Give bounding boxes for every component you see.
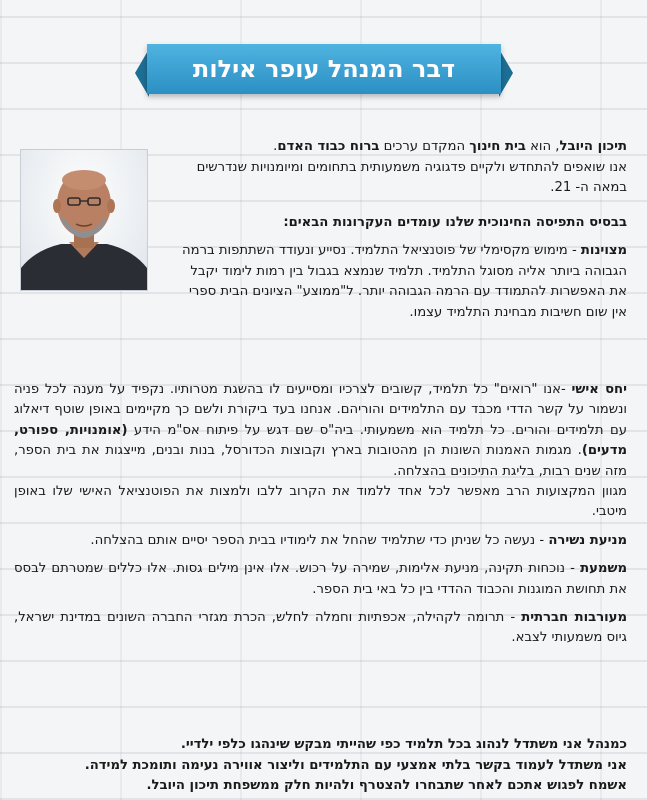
- principal-portrait-image: [21, 150, 147, 290]
- closing-line: אני משתדל לעמוד בקשר בלתי אמצעי עם התלמידים וליצור אווירה נעימה ותומכת למידה.: [84, 757, 627, 773]
- principle-term: מעורבות חברתית: [521, 610, 627, 626]
- principles-section: [14, 380, 627, 649]
- principle-term: משמעת: [580, 561, 627, 577]
- principal-photo: [20, 149, 148, 291]
- school-name: תיכון היובל: [559, 139, 627, 154]
- intro-paragraph: תיכון היובל, הוא בית חינוך המקדם ערכים ברוח כבוד האדם. אנו שואפים להתחדש ולקיים פדגוגיה משמעותית בתחומים ומיומנויות שנדרשים במאה ה- 21.: [196, 139, 627, 195]
- closing-line: כמנהל אני משתדל לנהוג בכל תלמיד כפי שהייתי מבקש שינהגו כלפי ילדיי.: [180, 737, 627, 752]
- page-title: דבר המנהל עופר אילות: [192, 55, 456, 83]
- banner-fold-right: [499, 49, 513, 97]
- closing-line: אשמח לפגוש אתכם לאחר שתבחרו להצטרף ולהיות חלק ממשפחת תיכון היובל.: [146, 778, 627, 793]
- principle-term: יחס אישי: [571, 382, 628, 397]
- principle-excellence: [175, 241, 627, 323]
- closing-section: [14, 735, 627, 797]
- intro-column: [175, 137, 627, 323]
- principle-discipline: משמעת - נוכחות תקינה, מניעת אלימות, שמירה על רכוש. אלו אינן מילים גסות. אלו כללים שמטרתם לבסס את תחושת המוגנות והכבוד ההדדי בין כל באי בית הספר.: [14, 561, 627, 597]
- banner-ribbon: [147, 44, 501, 94]
- principle-term: מניעת נשירה: [548, 532, 627, 548]
- title-banner: [135, 38, 513, 100]
- principle-personal-attention-extra: מגוון המקצועות הרב מאפשר לכל אחד ללמוד את הקרוב ללבו ולמצות את הפוטנציאל האישי שלו באופן מיטבי.: [14, 484, 627, 520]
- principle-dropout-prevention: מניעת נשירה - נעשה כל שניתן כדי שתלמיד שהחל את לימודיו בבית הספר יסיים אותם בהצלחה.: [90, 532, 627, 548]
- principle-social-involvement: מעורבות חברתית - תרומה לקהילה, אכפתיות וחמלה לחלש, הכרת מגזרי החברה השונים במדינת ישראל, גיוס משמעותי לצבא.: [14, 610, 627, 646]
- intro-line-2: אנו שואפים להתחדש ולקיים פדגוגיה משמעותית בתחומים ומיומנויות שנדרשים במאה ה- 21.: [196, 159, 627, 195]
- principle-term: מצוינות: [580, 243, 627, 258]
- principle-personal-attention: יחס אישי -אנו "רואים" כל תלמיד, קשובים לצרכיו ומסייעים לו בהשגת מטרותיו. נקפיד על מענה לכל פניה ונשמור על קשר הדדי מכבד עם התלמידים והוריהם. אנחנו בעד ביקורת ולשם כך מקיימים באופן שוטף דיאלוג עם תלמידים והורים. כל תלמיד הוא משמעותי. ביה"ס שם דגש על פיתוח אס"מ הידע (אומנויות, ספורט, מדעים). מגמות האמנות השונות הן מהטובות בארץ וקבוצות הכדורסל, בנות ובנים, מייצגות את בית הספר, מזה שנים רבות, בליגת התיכונים בהצלחה.: [14, 382, 628, 479]
- principles-heading: בבסיס התפיסה החינוכית שלנו עומדים העקרונות הבאים:: [283, 214, 627, 230]
- principle-text: - מימוש מקסימלי של פוטנציאל התלמיד. נסייע ונעודד השתתפות ברמה הגבוהה ביותר אליה מסוגל התלמיד. תלמיד שנמצא בגבול בין רמות לימוד יקבל את האפשרות להתמודד עם הרמה הגבוהה יותר. ל"ממוצע" הציונים הבית ספרי אין שום חשיבות מבחינת התלמיד עצמו.: [182, 243, 627, 320]
